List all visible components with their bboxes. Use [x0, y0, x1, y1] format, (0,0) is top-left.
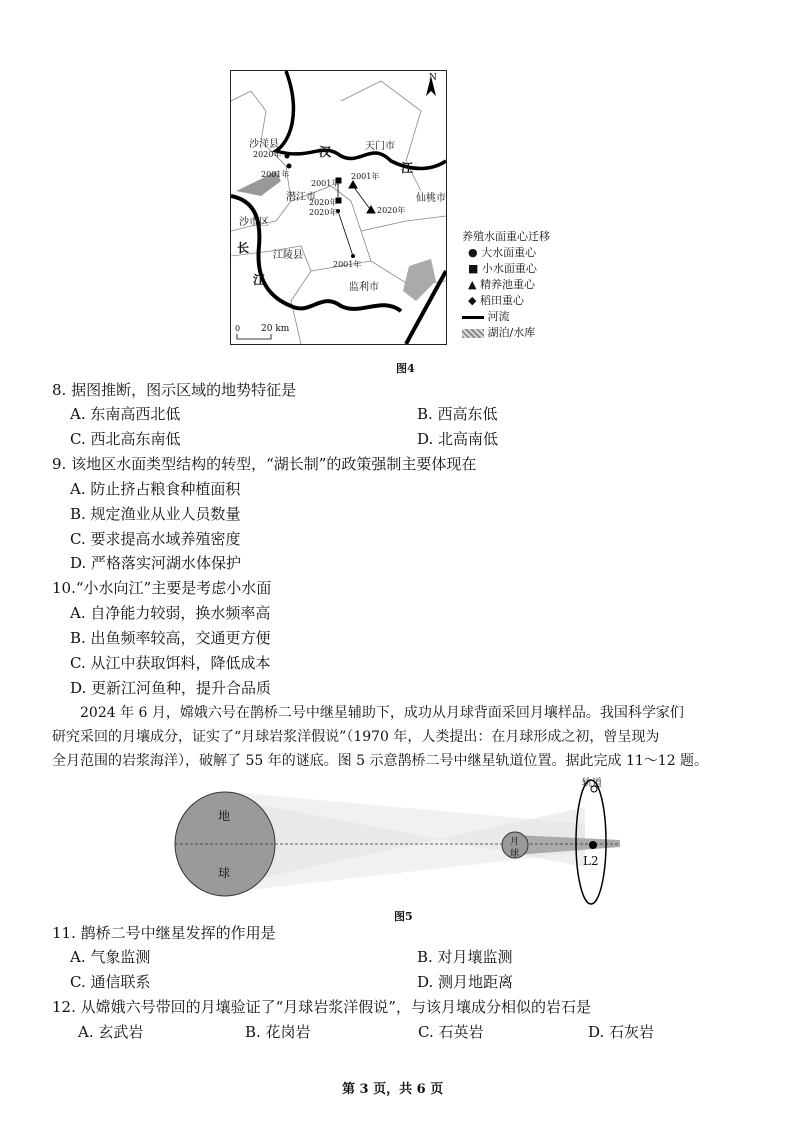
legend-label: 精养池重心 [479, 278, 535, 291]
year-label: 2020年 [309, 208, 338, 217]
orbit-diagram [170, 772, 630, 912]
river-label: 汉 [319, 145, 332, 159]
option: A. 东南高西北低 [70, 405, 181, 423]
year-label: 2001年 [311, 179, 340, 188]
question-9-stem: 9. 该地区水面类型结构的转型，“湖长制”的政策强制主要体现在 [52, 455, 477, 473]
place-label: 沙洋县 [249, 139, 279, 150]
option: B. 花岗岩 [245, 1023, 311, 1041]
place-label: 江陵县 [273, 250, 303, 261]
scale-distance: 20 km [261, 324, 290, 334]
legend-item: ◆ 稻田重心 [468, 294, 524, 307]
map-drawing [231, 71, 446, 344]
figure-5-caption: 图5 [394, 910, 413, 923]
place-label: 沙市区 [239, 217, 269, 228]
year-label: 2001年 [351, 172, 380, 181]
orbit-label: 轨道 [582, 778, 602, 789]
option: A. 气象监测 [70, 948, 151, 966]
option: D. 测月地距离 [417, 973, 514, 991]
legend-label: 稻田重心 [479, 294, 524, 307]
year-label: 2020年 [253, 150, 282, 159]
question-8-stem: 8. 据图推断，图示区域的地势特征是 [52, 381, 297, 399]
place-label: 监利市 [349, 282, 379, 293]
page-footer: 第 3 页，共 6 页 [342, 1082, 444, 1097]
river-label: 长 [237, 241, 250, 255]
question-10-stem: 10.“小水向江”主要是考虑小水面 [52, 579, 272, 597]
han-river [276, 71, 446, 169]
question-12-stem: 12. 从嫦娥六号带回的月壤验证了“月球岩浆洋假说”，与该月壤成分相似的岩石是 [52, 998, 591, 1016]
passage-line: 全月范围的岩浆海洋），破解了 55 年的谜底。图 5 示意鹊桥二号中继星轨道位置。据此完成 11～12 题。 [52, 753, 709, 769]
figure-4-caption: 图4 [396, 362, 415, 375]
passage-line: 2024 年 6 月，嫦娥六号在鹊桥二号中继星辅助下，成功从月球背面采回月壤样品。我国科学家们 [80, 705, 684, 721]
figure-4-map [230, 70, 447, 345]
option: B. 西高东低 [417, 405, 498, 423]
river-label: 江 [253, 273, 266, 287]
option: A. 自净能力较弱，换水频率高 [70, 604, 271, 622]
north-arrow-label: N [429, 73, 437, 83]
legend-label: 湖泊/水库 [487, 326, 536, 339]
earth-label: 球 [218, 866, 231, 880]
river-label: 江 [401, 161, 414, 175]
question-11-stem: 11. 鹊桥二号中继星发挥的作用是 [52, 924, 276, 942]
option: B. 出鱼频率较高，交通更方便 [70, 629, 271, 647]
scale-zero: 0 [235, 324, 241, 333]
option: D. 北高南低 [417, 430, 499, 448]
legend-item [462, 308, 510, 324]
option: C. 要求提高水域养殖密度 [70, 530, 241, 548]
passage-line: 研究采回的月壤成分，证实了“月球岩浆洋假说”（1970 年，人类提出：在月球形成之初，曾呈现为 [52, 729, 660, 745]
option: C. 西北高东南低 [70, 430, 181, 448]
option: D. 更新江河鱼种，提升合品质 [70, 679, 272, 697]
legend-item [462, 324, 535, 340]
place-label: 潜江市 [286, 192, 316, 203]
option: B. 对月壤监测 [417, 948, 513, 966]
figure-5-diagram [170, 772, 630, 912]
legend-label: 河流 [487, 310, 510, 323]
place-label: 天门市 [365, 141, 395, 152]
legend-item: ▲ 精养池重心 [468, 278, 535, 291]
year-label: 2001年 [333, 260, 362, 269]
option: D. 严格落实河湖水体保护 [70, 554, 242, 572]
option: C. 从江中获取饵料，降低成本 [70, 654, 271, 672]
legend-title: 养殖水面重心迁移 [462, 230, 550, 243]
option: C. 通信联系 [70, 973, 151, 991]
moon-label: 球 [510, 849, 520, 859]
option: D. 石灰岩 [588, 1023, 655, 1041]
year-label: 2020年 [309, 198, 338, 207]
option: C. 石英岩 [418, 1023, 484, 1041]
earth-label: 地 [218, 809, 231, 823]
option: A. 玄武岩 [78, 1023, 144, 1041]
l2-label: L2 [583, 854, 599, 868]
legend-item: ● 大水面重心 [468, 246, 537, 259]
legend-item: ■ 小水面重心 [468, 262, 537, 275]
year-label: 2020年 [377, 206, 406, 215]
option: A. 防止挤占粮食种植面积 [70, 480, 241, 498]
legend-label: 大水面重心 [481, 246, 537, 259]
place-label: 仙桃市 [416, 193, 446, 204]
moon-label: 月 [510, 837, 520, 847]
year-label: 2001年 [261, 170, 290, 179]
legend-label: 小水面重心 [481, 262, 537, 275]
option: B. 规定渔业从业人员数量 [70, 505, 241, 523]
